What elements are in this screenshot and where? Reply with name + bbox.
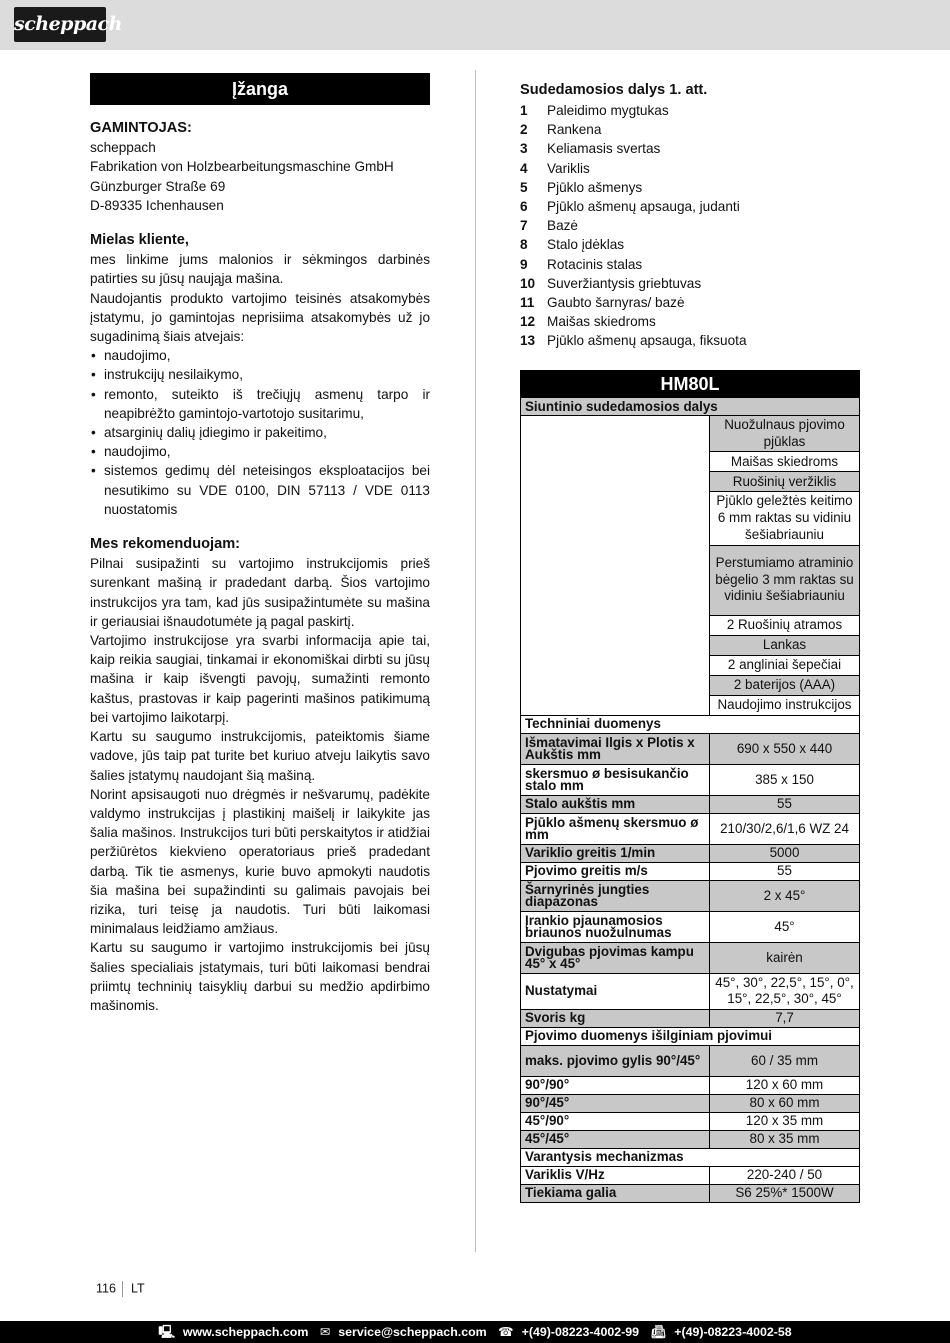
recommend-paragraph: Kartu su saugumo ir vartojimo instrukcijomis bei jūsų šalies specialiais įstatymais, turi būti laikomasi bendrai priimtų techninių taisyklių darbui su medžio apdirbimo mašinomis. xyxy=(90,940,430,1013)
part-number: 11 xyxy=(520,295,535,311)
parts-list-item xyxy=(520,331,859,350)
spec-label: Dvigubas pjovimas kampu 45° x 45° xyxy=(521,942,710,973)
list-item: • instrukcijų nesilaikymo, xyxy=(90,365,430,384)
website-link[interactable]: www.scheppach.com xyxy=(182,1325,309,1339)
spec-value: 80 x 35 mm xyxy=(710,1130,860,1148)
spec-value: 7,7 xyxy=(710,1009,860,1027)
recommend-paragraph: Norint apsisaugoti nuo drėgmės ir nešvarumų, padėkite valdymo instrukcijas į plastikinį maišelį ir laikykite jas šalia mašinos. Instrukcijos turi būti perskaitytos ir atidžiai peržiūrėtos kiekvieno operatoriaus prieš pradedant darbą. Tik tie asmenys, kurie buvo apmokyti naudotis šia mašina bei supažindinti su galimais pavojais bei rizika, turi teisę ja naudotis. Turi būti laikomasi minimalaus leidžiamo amžiaus. xyxy=(90,786,430,937)
delivery-item: Maišas skiedroms xyxy=(710,452,860,472)
email-link[interactable]: service@scheppach.com xyxy=(338,1325,487,1339)
part-label: Rotacinis stalas xyxy=(547,256,643,272)
spec-label: 45°/45° xyxy=(521,1130,710,1148)
part-label: Rankena xyxy=(547,122,602,138)
contact-bar xyxy=(0,1321,950,1343)
spec-value: 120 x 35 mm xyxy=(710,1112,860,1130)
column-divider xyxy=(475,70,476,1252)
parts-list-item xyxy=(520,255,859,274)
part-number: 2 xyxy=(520,122,528,138)
part-label: Pjūklo ašmenų apsauga, fiksuota xyxy=(547,333,747,349)
spec-label: Variklis V/Hz xyxy=(521,1166,710,1184)
spec-group-title: Pjovimo duomenys išilginiam pjovimui xyxy=(521,1027,860,1045)
delivery-item: Ruošinių veržiklis xyxy=(710,472,860,492)
part-number: 9 xyxy=(520,256,528,272)
recommend-paragraph: Vartojimo instrukcijose yra svarbi informacija apie tai, kaip reikia saugiai, tinkamai ir ekonomiškai dirbti su jūsų mašina ir kaip išvengti pavojų, sumažinti remonto kaštus, prastovas ir kaip pagerinti mašinos patikimumą bei vartojimo laikotarpį. xyxy=(90,633,430,725)
language-code: LT xyxy=(130,1281,145,1296)
manufacturer-line: Fabrikation von Holzbearbeitungsmaschine GmbH xyxy=(90,159,394,175)
page-number: 116 xyxy=(96,1281,116,1296)
part-label: Bazė xyxy=(547,218,578,234)
phone-number: +(49)-08223-4002-99 xyxy=(521,1325,640,1339)
parts-list-item xyxy=(520,235,859,254)
part-label: Gaubto šarnyras/ bazė xyxy=(547,295,685,311)
recommend-paragraph: Pilnai susipažinti su vartojimo instrukcijomis prieš surenkant mašiną ir pradedant darbą. Šios vartojimo instrukcijos yra tam, kad jūs susipažintumėte su mašina ir geriausiai išnaudotumėte ją pagal paskirtį. xyxy=(90,556,430,629)
spec-value: 5000 xyxy=(710,844,860,862)
table-row xyxy=(521,1076,860,1094)
fax-icon: 📠︎ xyxy=(650,1325,667,1339)
table-row xyxy=(521,1045,860,1076)
spec-label: Svoris kg xyxy=(521,1009,710,1027)
spec-value: 45° xyxy=(710,911,860,942)
table-row xyxy=(521,1009,860,1027)
computer-icon: 🖳︎ xyxy=(158,1325,175,1339)
delivery-title: Siuntinio sudedamosios dalys xyxy=(521,398,860,416)
delivery-item: 2 angliniai šepečiai xyxy=(710,655,860,675)
manufacturer-line: Günzburger Straße 69 xyxy=(90,178,226,194)
spec-label: Tiekiama galia xyxy=(521,1184,710,1202)
manufacturer-line: D-89335 Ichenhausen xyxy=(90,197,224,213)
spec-value: 2 x 45° xyxy=(710,880,860,911)
fax-number: +(49)-08223-4002-58 xyxy=(674,1325,792,1339)
table-row xyxy=(521,813,860,844)
dear-text: mes linkime jums malonios ir sėkmingos darbinės patirties su jūsų naująja mašina. xyxy=(90,252,430,287)
table-row xyxy=(521,844,860,862)
part-label: Pjūklo ašmenų apsauga, judanti xyxy=(547,199,740,215)
parts-title: Sudedamosios dalys 1. att. xyxy=(520,82,708,98)
spec-value: S6 25%* 1500W xyxy=(710,1184,860,1202)
list-item: • sistemos gedimų dėl neteisingos eksploatacijos bei nesutikimo su VDE 0100, DIN 57113 / VDE 0113 nuostatomis xyxy=(90,461,430,519)
parts-list-item xyxy=(520,139,859,158)
spec-value: 385 x 150 xyxy=(710,764,860,795)
spec-label: Išmatavimai Ilgis x Plotis x Aukštis mm xyxy=(521,733,710,764)
table-row xyxy=(521,1166,860,1184)
table-row xyxy=(521,1130,860,1148)
table-row xyxy=(521,911,860,942)
recommend-paragraph: Kartu su saugumo instrukcijomis, pateiktomis šiame vadove, jūs taip pat turite bet kuriuo atveju laikytis savo šalies įstatymų naudojant šią mašiną. xyxy=(90,729,430,783)
top-bar xyxy=(0,0,950,50)
part-number: 1 xyxy=(520,103,528,118)
part-number: 13 xyxy=(520,333,536,349)
list-item: • naudojimo, xyxy=(90,346,430,365)
spec-value: 210/30/2,6/1,6 WZ 24 xyxy=(710,813,860,844)
table-row xyxy=(521,1112,860,1130)
manufacturer-line: scheppach xyxy=(90,140,156,156)
spec-label: Šarnyrinės jungties diapazonas xyxy=(521,880,710,911)
spec-value: 120 x 60 mm xyxy=(710,1076,860,1094)
page-footer xyxy=(96,1281,145,1297)
table-row xyxy=(521,715,860,733)
delivery-item: Nuožulnaus pjovimo pjūklas xyxy=(710,416,860,452)
part-label: Stalo įdėklas xyxy=(547,237,625,253)
spec-label: skersmuo ø besisukančio stalo mm xyxy=(521,764,710,795)
spec-label: Nustatymai xyxy=(521,973,710,1009)
intro-column xyxy=(90,73,430,1015)
spec-value: 55 xyxy=(710,862,860,880)
part-label: Suveržiantysis griebtuvas xyxy=(547,275,702,291)
spec-value: 80 x 60 mm xyxy=(710,1094,860,1112)
parts-list-item xyxy=(520,312,859,331)
part-number: 5 xyxy=(520,179,528,195)
table-row xyxy=(521,416,860,452)
table-row xyxy=(521,795,860,813)
manufacturer-title: GAMINTOJAS: xyxy=(90,120,192,136)
intro-header: Įžanga xyxy=(90,73,430,105)
liability-list xyxy=(90,346,430,519)
spec-group-title: Varantysis mechanizmas xyxy=(521,1148,860,1166)
part-label: Maišas skiedroms xyxy=(547,314,656,330)
table-row xyxy=(521,973,860,1009)
delivery-item: Lankas xyxy=(710,635,860,655)
part-number: 3 xyxy=(520,141,528,157)
spec-value: 220-240 / 50 xyxy=(710,1166,860,1184)
spec-label: Variklio greitis 1/min xyxy=(521,844,710,862)
phone-icon: ☎︎ xyxy=(498,1325,514,1339)
spec-table xyxy=(520,370,860,1203)
spec-value: kairėn xyxy=(710,942,860,973)
parts-list-item xyxy=(520,159,859,178)
delivery-item: 2 baterijos (AAA) xyxy=(710,675,860,695)
brand-logo: scheppach xyxy=(14,7,106,42)
model-title: HM80L xyxy=(521,371,860,398)
parts-list-item xyxy=(520,101,859,120)
delivery-item: Naudojimo instrukcijos xyxy=(710,695,860,715)
list-item: • atsarginių dalių įdiegimo ir pakeitimo, xyxy=(90,423,430,442)
spec-value: 45°, 30°, 22,5°, 15°, 0°, 15°, 22,5°, 30°, 45° xyxy=(710,973,860,1009)
recommend-title: Mes rekomenduojam: xyxy=(90,536,241,553)
delivery-item: Perstumiamo atraminio bėgelio 3 mm raktas su vidiniu šešiabriauniu xyxy=(710,545,860,615)
spec-label: Įrankio pjaunamosios briaunos nuožulnumas xyxy=(521,911,710,942)
spec-value: 60 / 35 mm xyxy=(710,1045,860,1076)
mail-icon: ✉︎ xyxy=(319,1325,331,1339)
part-label: Variklis xyxy=(547,160,590,176)
parts-list-item xyxy=(520,293,859,312)
table-row xyxy=(521,942,860,973)
table-row xyxy=(521,1027,860,1045)
table-row xyxy=(521,1094,860,1112)
part-number: 6 xyxy=(520,199,528,215)
table-row xyxy=(521,764,860,795)
part-number: 12 xyxy=(520,314,536,330)
spec-label: 45°/90° xyxy=(521,1112,710,1130)
list-item: • naudojimo, xyxy=(90,442,430,461)
parts-list-item xyxy=(520,178,859,197)
parts-list-item xyxy=(520,216,859,235)
parts-list-item xyxy=(520,120,859,139)
divider xyxy=(122,1281,123,1297)
part-label: Pjūklo ašmenys xyxy=(547,179,643,195)
liability-text: Naudojantis produkto vartojimo teisinės atsakomybės įstatymu, jo gamintojas neprisiima atsakomybės už jo sugadinimą šiais atvejais: xyxy=(90,290,430,345)
parts-list-item xyxy=(520,197,859,216)
delivery-item: Pjūklo geležtės keitimo 6 mm raktas su vidiniu šešiabriauniu xyxy=(710,492,860,545)
delivery-item: 2 Ruošinių atramos xyxy=(710,615,860,635)
list-item: • remonto, suteikto iš trečiųjų asmenų tarpo ir neapibrėžto gamintojo-vartotojo susitarimu, xyxy=(90,385,430,423)
parts-section xyxy=(520,80,859,351)
part-number: 7 xyxy=(520,218,528,234)
spec-label: maks. pjovimo gylis 90°/45° xyxy=(521,1045,710,1076)
table-row xyxy=(521,862,860,880)
spec-label: 90°/45° xyxy=(521,1094,710,1112)
empty-cell xyxy=(521,416,710,716)
parts-list-item xyxy=(520,274,859,293)
table-row xyxy=(521,733,860,764)
table-row xyxy=(521,880,860,911)
spec-label: 90°/90° xyxy=(521,1076,710,1094)
spec-group-title: Techniniai duomenys xyxy=(521,715,860,733)
spec-label: Pjūklo ašmenų skersmuo ø mm xyxy=(521,813,710,844)
parts-list xyxy=(520,101,859,351)
part-label: Paleidimo mygtukas xyxy=(547,103,669,118)
spec-value: 55 xyxy=(710,795,860,813)
table-row xyxy=(521,1148,860,1166)
table-row xyxy=(521,1184,860,1202)
spec-value: 690 x 550 x 440 xyxy=(710,733,860,764)
spec-label: Pjovimo greitis m/s xyxy=(521,862,710,880)
dear-title: Mielas kliente, xyxy=(90,232,189,249)
spec-label: Stalo aukštis mm xyxy=(521,795,710,813)
part-number: 4 xyxy=(520,160,528,176)
part-label: Keliamasis svertas xyxy=(547,141,661,157)
part-number: 10 xyxy=(520,275,536,291)
part-number: 8 xyxy=(520,237,528,253)
